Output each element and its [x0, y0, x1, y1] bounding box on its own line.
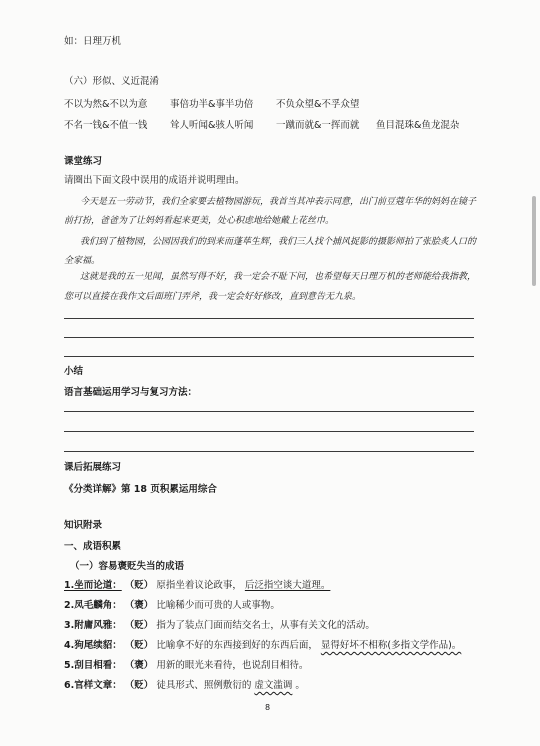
section6-title: （六）形似、义近混淆: [64, 76, 160, 87]
answer-line[interactable]: [64, 356, 474, 357]
passage-line: 您可以直接在我作文后面班门弄斧，我一定会好好修改，直到意告无九泉。: [64, 292, 362, 302]
idiom-definition: 指为了装点门面而结交名士，从事有关文化的活动。: [156, 620, 375, 631]
idiom-row: [64, 640, 461, 652]
passage-line: 这就是我的五一见闻，虽然写得不好，我一定会不耻下问，也希望每天日理万机的老师能给我指教，: [80, 272, 477, 282]
idiom-term: 4.狗尾续貂：: [64, 640, 122, 651]
practice-title: 课堂练习: [64, 156, 103, 167]
appendix-section: 一、成语积累: [64, 541, 122, 552]
idiom-tag: （贬）: [124, 580, 154, 591]
pair-item: 耸人听闻&骇人听闻: [170, 120, 254, 131]
idiom-tag: （贬）: [124, 640, 154, 651]
page-number: 8: [265, 703, 271, 712]
scrollbar-thumb[interactable]: [532, 196, 536, 286]
example-line: 如：日理万机: [64, 36, 122, 47]
appendix-subsection: （一）容易褒贬失当的成语: [70, 561, 185, 572]
answer-line[interactable]: [64, 411, 474, 412]
idiom-tag: （贬）: [124, 680, 154, 691]
pair-item: 鱼目混珠&鱼龙混杂: [376, 120, 460, 131]
passage-line: 前打扮，爸爸为了让妈妈看起来更美，处心积虑地给她戴上花丝巾。: [64, 216, 335, 226]
appendix-title: 知识附录: [64, 520, 103, 531]
idiom-emphasis: 后泛指空谈大道理。: [244, 580, 331, 591]
pair-item: 一蹴而就&一挥而就: [276, 120, 360, 131]
idiom-row: [64, 660, 308, 672]
pair-item: 不名一钱&不值一钱: [64, 120, 148, 131]
passage-line: 全家福。: [64, 256, 101, 266]
idiom-term: 5.刮目相看：: [64, 660, 122, 671]
idiom-definition: 用新的眼光来看待，也说刮目相待。: [156, 660, 309, 671]
idiom-row: [64, 620, 375, 632]
idiom-tag: （褒）: [124, 600, 154, 611]
extension-text: 《分类详解》第 18 页积累运用综合: [64, 484, 217, 495]
answer-line[interactable]: [64, 337, 474, 338]
answer-line[interactable]: [64, 431, 474, 432]
idiom-emphasis: 虚文滥调: [254, 680, 293, 691]
idiom-definition: 原指坐着议论政事，: [156, 580, 242, 591]
idiom-tag: （贬）: [124, 620, 154, 631]
pair-item: 不负众望&不孚众望: [276, 99, 360, 110]
summary-title: 小结: [64, 366, 84, 377]
idiom-term: 1.坐而论道：: [64, 580, 122, 591]
idiom-term: 2.凤毛麟角：: [64, 600, 122, 611]
idiom-definition-end: 。: [295, 680, 305, 691]
idiom-row: [64, 580, 330, 592]
answer-line[interactable]: [64, 318, 474, 319]
summary-prompt: 语言基础运用学习与复习方法：: [64, 387, 198, 398]
extension-title: 课后拓展练习: [64, 462, 122, 473]
idiom-emphasis: 显得好坏不相称(多指文学作品)。: [320, 640, 462, 651]
passage-line: 我们到了植物园，公园因我们的到来而蓬荜生辉，我们三人找个捕风捉影的摄影师拍了张脍炙人口的: [80, 237, 477, 247]
answer-line[interactable]: [64, 451, 474, 452]
idiom-row: [64, 600, 280, 612]
idiom-definition: 徒具形式、照例敷衍的: [156, 680, 252, 691]
passage-line: 今天是五一劳动节，我们全家要去植物园游玩，我首当其冲表示同意，出门前豆蔻年华的妈妈在镜子: [80, 197, 477, 207]
idiom-term: 6.官样文章：: [64, 680, 122, 691]
idiom-tag: （褒）: [124, 660, 154, 671]
idiom-definition: 比喻稀少而可贵的人或事物。: [156, 600, 280, 611]
pair-item: 事倍功半&事半功倍: [170, 99, 254, 110]
practice-instruction: 请圈出下面文段中误用的成语并说明理由。: [64, 175, 245, 186]
idiom-row: [64, 680, 305, 692]
pair-item: 不以为然&不以为意: [64, 99, 148, 110]
idiom-term: 3.附庸风雅：: [64, 620, 122, 631]
idiom-definition: 比喻拿不好的东西接到好的东西后面，: [156, 640, 318, 651]
